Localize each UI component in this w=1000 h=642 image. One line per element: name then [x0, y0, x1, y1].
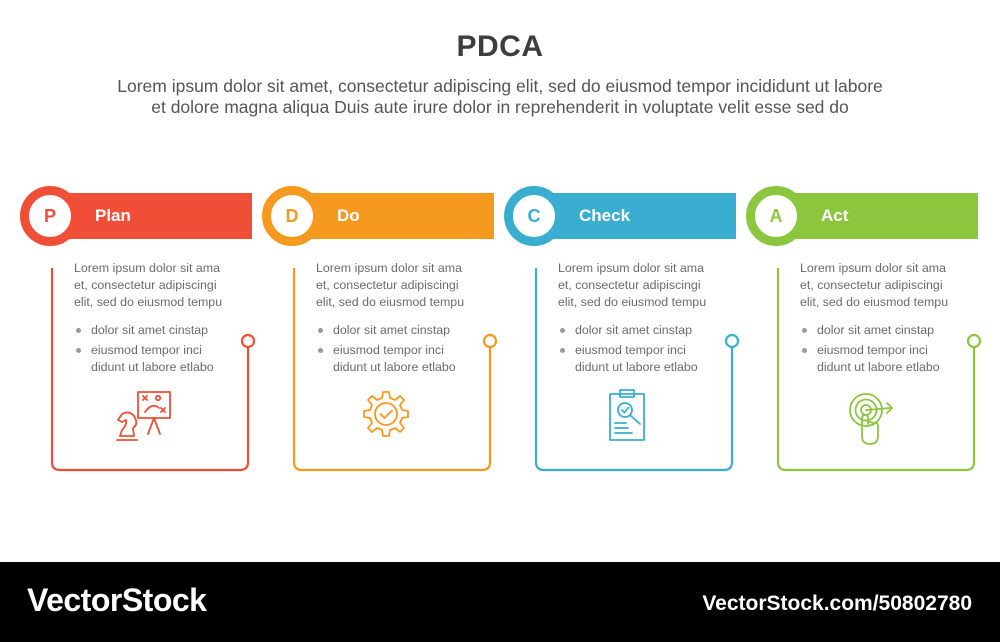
bullet-dot	[560, 328, 565, 333]
clipboard-magnifier-icon	[596, 386, 660, 450]
bullet-text: eiusmod tempor inci	[817, 343, 928, 357]
page-title: PDCA	[456, 30, 544, 63]
step-description	[800, 260, 960, 311]
bullet-item	[316, 322, 486, 339]
step-bullets	[558, 322, 728, 379]
bullet-item	[74, 342, 244, 376]
bullet-text: dolor sit amet cinstap	[575, 323, 693, 337]
gear-check-icon	[354, 386, 418, 450]
step-bullets	[316, 322, 486, 379]
description-line: Lorem ipsum dolor sit ama	[558, 261, 704, 275]
bullet-dot	[76, 348, 81, 353]
vectorstock-logo: VectorStock	[27, 582, 207, 618]
step-bullets	[800, 322, 970, 379]
bullet-item	[558, 342, 728, 376]
bullet-text: dolor sit amet cinstap	[91, 323, 209, 337]
description-line: et, consectetur adipiscingi	[558, 278, 701, 292]
bullet-text: didunt ut labore etlabo	[575, 360, 698, 374]
step-card-act	[746, 186, 982, 476]
step-description	[316, 260, 476, 311]
step-card-check	[504, 186, 740, 476]
bullet-dot	[802, 348, 807, 353]
description-line: Lorem ipsum dolor sit ama	[74, 261, 220, 275]
description-line: elit, sed do eiusmod tempu	[800, 295, 949, 309]
step-letter: A	[769, 206, 783, 226]
vectorstock-url: VectorStock.com/50802780	[702, 592, 972, 615]
chess-strategy-board-icon	[112, 386, 176, 450]
step-label: Act	[821, 206, 849, 225]
bullet-item	[74, 322, 244, 339]
bullet-item	[558, 322, 728, 339]
bullet-item	[316, 342, 486, 376]
bullet-dot	[318, 348, 323, 353]
step-description	[558, 260, 718, 311]
step-label: Check	[579, 206, 631, 225]
step-letter: P	[43, 206, 56, 226]
bullet-text: eiusmod tempor inci	[575, 343, 686, 357]
page-subtitle	[40, 76, 960, 118]
watermark-footer	[0, 562, 1000, 642]
description-line: Lorem ipsum dolor sit ama	[800, 261, 946, 275]
bullet-text: didunt ut labore etlabo	[91, 360, 214, 374]
bullet-dot	[802, 328, 807, 333]
subtitle-line: Lorem ipsum dolor sit amet, consectetur adipiscing elit, sed do eiusmod tempor incididunt ut labore	[117, 76, 883, 96]
step-letter: C	[527, 206, 541, 226]
description-line: et, consectetur adipiscingi	[74, 278, 217, 292]
step-label: Do	[337, 206, 360, 225]
bullet-item	[800, 342, 970, 376]
step-letter: D	[285, 206, 299, 226]
bullet-text: dolor sit amet cinstap	[333, 323, 451, 337]
bullet-text: didunt ut labore etlabo	[333, 360, 456, 374]
step-bullets	[74, 322, 244, 379]
subtitle-line: et dolore magna aliqua Duis aute irure dolor in reprehenderit in voluptate velit esse sed do	[151, 97, 849, 117]
bullet-text: eiusmod tempor inci	[91, 343, 202, 357]
step-description	[74, 260, 234, 311]
step-card-plan	[20, 186, 256, 476]
bullet-dot	[560, 348, 565, 353]
description-line: et, consectetur adipiscingi	[800, 278, 943, 292]
bullet-text: didunt ut labore etlabo	[817, 360, 940, 374]
bullet-dot	[76, 328, 81, 333]
description-line: elit, sed do eiusmod tempu	[316, 295, 465, 309]
bullet-item	[800, 322, 970, 339]
step-card-do	[262, 186, 498, 476]
description-line: elit, sed do eiusmod tempu	[74, 295, 223, 309]
bullet-text: eiusmod tempor inci	[333, 343, 444, 357]
description-line: et, consectetur adipiscingi	[316, 278, 459, 292]
target-hand-icon	[838, 386, 902, 450]
step-label: Plan	[95, 206, 131, 225]
bullet-text: dolor sit amet cinstap	[817, 323, 935, 337]
description-line: Lorem ipsum dolor sit ama	[316, 261, 462, 275]
bullet-dot	[318, 328, 323, 333]
description-line: elit, sed do eiusmod tempu	[558, 295, 707, 309]
